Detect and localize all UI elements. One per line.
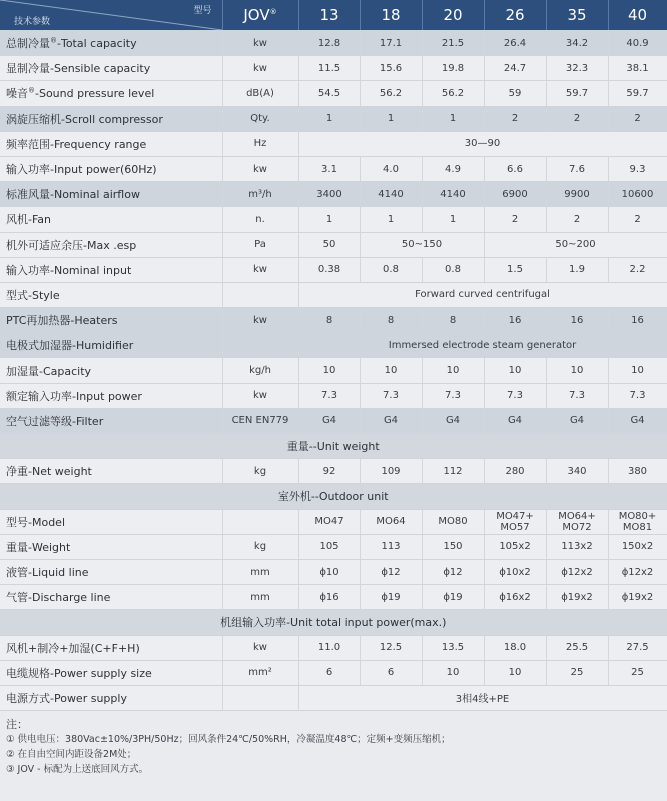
row-filter <box>0 408 667 433</box>
cell-value: 113 <box>360 534 422 559</box>
row-rated-input-power <box>0 383 667 408</box>
row-unit <box>222 685 298 710</box>
cell-value: 16 <box>484 308 546 333</box>
cell-value: 7.3 <box>422 383 484 408</box>
cell-value: 380 <box>608 459 667 484</box>
model-header: 13 <box>298 0 360 31</box>
row-unit: mm <box>222 559 298 584</box>
cell-value: 9900 <box>546 182 608 207</box>
row-unit <box>222 333 298 358</box>
section-outdoor-unit <box>0 484 667 509</box>
model-header: 18 <box>360 0 422 31</box>
cell-value-span: 30—90 <box>298 131 667 156</box>
row-label: 标准风量-Nominal airflow <box>0 182 222 207</box>
header-corner <box>0 0 222 31</box>
cell-value-span: 3相4线+PE <box>298 685 667 710</box>
row-unit: kw <box>222 156 298 181</box>
cell-value: 112 <box>422 459 484 484</box>
row-humidifier <box>0 333 667 358</box>
row-sound-pressure <box>0 81 667 106</box>
cell-value: MO47 <box>298 509 360 534</box>
section-title: 机组输入功率-Unit total input power(max.) <box>0 610 667 635</box>
row-label: 电源方式-Power supply <box>0 685 222 710</box>
cell-value: 7.6 <box>546 156 608 181</box>
cell-value: 113x2 <box>546 534 608 559</box>
series-name: JOV® <box>222 0 298 31</box>
row-ptc-heaters <box>0 308 667 333</box>
cell-value: 25 <box>608 660 667 685</box>
row-scroll-compressor <box>0 106 667 131</box>
cell-value: 10 <box>360 358 422 383</box>
row-unit: mm <box>222 585 298 610</box>
row-outdoor-weight <box>0 534 667 559</box>
header-row <box>0 0 667 31</box>
row-label: 液管-Liquid line <box>0 559 222 584</box>
cell-value: 26.4 <box>484 31 546 56</box>
row-unit <box>222 509 298 534</box>
row-discharge-line <box>0 585 667 610</box>
cell-value: MO47+ MO57 <box>484 509 546 534</box>
cell-value: 105 <box>298 534 360 559</box>
cell-value: 13.5 <box>422 635 484 660</box>
cell-value: 10 <box>484 660 546 685</box>
row-unit: kw <box>222 383 298 408</box>
row-label: 涡旋压缩机-Scroll compressor <box>0 106 222 131</box>
cell-value: 0.8 <box>422 257 484 282</box>
cell-value: MO64+ MO72 <box>546 509 608 534</box>
row-unit <box>222 282 298 307</box>
cell-value: 280 <box>484 459 546 484</box>
row-total-capacity <box>0 31 667 56</box>
row-liquid-line <box>0 559 667 584</box>
cell-value: 24.7 <box>484 56 546 81</box>
cell-value: 15.6 <box>360 56 422 81</box>
row-label: 显制冷量-Sensible capacity <box>0 56 222 81</box>
cell-value: 0.8 <box>360 257 422 282</box>
cell-value: 7.3 <box>298 383 360 408</box>
section-title: 重量--Unit weight <box>0 434 667 459</box>
cell-value: 38.1 <box>608 56 667 81</box>
note-item: ① 供电电压：380Vac±10%/3PH/50Hz；回风条件24℃/50%RH，冷凝温度48℃；定频+变频压缩机； <box>6 734 451 746</box>
cell-value: 16 <box>608 308 667 333</box>
row-unit: kg <box>222 534 298 559</box>
cell-value: 2 <box>608 207 667 232</box>
notes-title: 注： <box>6 718 28 732</box>
cell-value-span: Immersed electrode steam generator <box>298 333 667 358</box>
cell-value: 6 <box>298 660 360 685</box>
row-humidifying-capacity <box>0 358 667 383</box>
row-unit: Pa <box>222 232 298 257</box>
row-unit: kw <box>222 308 298 333</box>
row-unit: CEN EN779 <box>222 408 298 433</box>
cell-value: 10 <box>298 358 360 383</box>
cell-value: 54.5 <box>298 81 360 106</box>
cell-value: G4 <box>360 408 422 433</box>
cell-value: ϕ16 <box>298 585 360 610</box>
row-label: 电缆规格-Power supply size <box>0 660 222 685</box>
row-style <box>0 282 667 307</box>
cell-value: 1 <box>360 207 422 232</box>
row-unit: kg/h <box>222 358 298 383</box>
cell-value: 12.8 <box>298 31 360 56</box>
cell-value: 10 <box>484 358 546 383</box>
row-label: 电极式加湿器-Humidifier <box>0 333 222 358</box>
row-unit: Qty. <box>222 106 298 131</box>
row-label: 风机+制冷+加湿(C+F+H) <box>0 635 222 660</box>
cell-value: 6 <box>360 660 422 685</box>
section-total-input-power <box>0 610 667 635</box>
cell-value: 10 <box>546 358 608 383</box>
row-power-supply-size <box>0 660 667 685</box>
row-label: 加湿量-Capacity <box>0 358 222 383</box>
notes-section <box>0 711 667 777</box>
cell-value: 7.3 <box>360 383 422 408</box>
cell-value: 1 <box>422 106 484 131</box>
cell-value: 2 <box>546 207 608 232</box>
cell-value: 3400 <box>298 182 360 207</box>
cell-value: MO64 <box>360 509 422 534</box>
row-unit: n. <box>222 207 298 232</box>
cell-value: 9.3 <box>608 156 667 181</box>
corner-model-label: 型号 <box>193 6 212 16</box>
cell-value: 50 <box>298 232 360 257</box>
cell-value: 1 <box>422 207 484 232</box>
note-item: ② 在自由空间内距设备2M处； <box>6 749 137 761</box>
cell-value: 19.8 <box>422 56 484 81</box>
cell-value: ϕ12x2 <box>608 559 667 584</box>
row-unit: kg <box>222 459 298 484</box>
row-fan-cooling-humidifying <box>0 635 667 660</box>
row-label: 气管-Discharge line <box>0 585 222 610</box>
row-label: 额定输入功率-Input power <box>0 383 222 408</box>
cell-value: MO80+ MO81 <box>608 509 667 534</box>
cell-value: G4 <box>608 408 667 433</box>
row-sensible-capacity <box>0 56 667 81</box>
row-unit: m³/h <box>222 182 298 207</box>
cell-value: 6900 <box>484 182 546 207</box>
cell-value: G4 <box>422 408 484 433</box>
cell-value: ϕ10x2 <box>484 559 546 584</box>
cell-value: 2 <box>546 106 608 131</box>
cell-value: 10 <box>608 358 667 383</box>
row-label: 重量-Weight <box>0 534 222 559</box>
model-header: 20 <box>422 0 484 31</box>
row-label: 型号-Model <box>0 509 222 534</box>
cell-value: 92 <box>298 459 360 484</box>
cell-value: ϕ12 <box>422 559 484 584</box>
cell-value: ϕ19x2 <box>608 585 667 610</box>
row-label: 频率范围-Frequency range <box>0 131 222 156</box>
cell-value: G4 <box>546 408 608 433</box>
cell-value: 2.2 <box>608 257 667 282</box>
cell-value: 56.2 <box>360 81 422 106</box>
cell-value: ϕ12 <box>360 559 422 584</box>
cell-value: 7.3 <box>546 383 608 408</box>
row-label: 空气过滤等级-Filter <box>0 408 222 433</box>
cell-value: G4 <box>484 408 546 433</box>
cell-value: 16 <box>546 308 608 333</box>
row-unit: kw <box>222 257 298 282</box>
section-unit-weight <box>0 434 667 459</box>
cell-value: 32.3 <box>546 56 608 81</box>
cell-value: 6.6 <box>484 156 546 181</box>
cell-value: 4.9 <box>422 156 484 181</box>
cell-value: 340 <box>546 459 608 484</box>
cell-value: 150 <box>422 534 484 559</box>
cell-value: ϕ19x2 <box>546 585 608 610</box>
note-item: ③ JOV - 标配为上送底回风方式。 <box>6 764 149 776</box>
row-unit: mm² <box>222 660 298 685</box>
cell-value: 7.3 <box>484 383 546 408</box>
row-label: 净重-Net weight <box>0 459 222 484</box>
cell-value: 10 <box>422 358 484 383</box>
cell-value: 4.0 <box>360 156 422 181</box>
row-label: 机外可适应余压-Max .esp <box>0 232 222 257</box>
row-unit: kw <box>222 635 298 660</box>
row-model <box>0 509 667 534</box>
cell-value: MO80 <box>422 509 484 534</box>
cell-value: 150x2 <box>608 534 667 559</box>
row-net-weight <box>0 459 667 484</box>
row-label: 总制冷量®-Total capacity <box>0 31 222 56</box>
cell-value: 59.7 <box>608 81 667 106</box>
cell-value: 8 <box>422 308 484 333</box>
row-input-power <box>0 156 667 181</box>
cell-value: 1 <box>298 106 360 131</box>
cell-value: 1 <box>298 207 360 232</box>
cell-value: 7.3 <box>608 383 667 408</box>
cell-value: 8 <box>298 308 360 333</box>
cell-value: 40.9 <box>608 31 667 56</box>
row-power-supply <box>0 685 667 710</box>
row-frequency-range <box>0 131 667 156</box>
model-header: 26 <box>484 0 546 31</box>
cell-value: 12.5 <box>360 635 422 660</box>
cell-value: 56.2 <box>422 81 484 106</box>
corner-params-label: 技术参数 <box>14 17 51 27</box>
cell-value-span: Forward curved centrifugal <box>298 282 667 307</box>
row-unit: kw <box>222 56 298 81</box>
row-unit: dB(A) <box>222 81 298 106</box>
cell-value: 105x2 <box>484 534 546 559</box>
row-max-esp <box>0 232 667 257</box>
row-label: 风机-Fan <box>0 207 222 232</box>
model-header: 40 <box>608 0 667 31</box>
cell-value: 17.1 <box>360 31 422 56</box>
cell-value: 1.5 <box>484 257 546 282</box>
cell-value: ϕ10 <box>298 559 360 584</box>
cell-value: 25.5 <box>546 635 608 660</box>
row-label: 噪音®-Sound pressure level <box>0 81 222 106</box>
cell-value: ϕ12x2 <box>546 559 608 584</box>
cell-value: 3.1 <box>298 156 360 181</box>
row-unit: kw <box>222 31 298 56</box>
row-label: 型式-Style <box>0 282 222 307</box>
cell-value: 10600 <box>608 182 667 207</box>
cell-value: 1.9 <box>546 257 608 282</box>
cell-value: ϕ19 <box>360 585 422 610</box>
cell-value: 4140 <box>360 182 422 207</box>
cell-value: 59.7 <box>546 81 608 106</box>
cell-value: 1 <box>360 106 422 131</box>
cell-value: 2 <box>608 106 667 131</box>
model-header: 35 <box>546 0 608 31</box>
cell-value: 21.5 <box>422 31 484 56</box>
cell-value: 11.0 <box>298 635 360 660</box>
row-nominal-airflow <box>0 182 667 207</box>
cell-value: 8 <box>360 308 422 333</box>
cell-value: 10 <box>422 660 484 685</box>
cell-value: 11.5 <box>298 56 360 81</box>
row-label: 输入功率-Input power(60Hz) <box>0 156 222 181</box>
cell-value: 0.38 <box>298 257 360 282</box>
cell-value-span: 50~200 <box>484 232 667 257</box>
row-label: 输入功率-Nominal input <box>0 257 222 282</box>
cell-value: ϕ16x2 <box>484 585 546 610</box>
cell-value: 2 <box>484 207 546 232</box>
cell-value: ϕ19 <box>422 585 484 610</box>
row-unit: Hz <box>222 131 298 156</box>
cell-value: 34.2 <box>546 31 608 56</box>
section-title: 室外机--Outdoor unit <box>0 484 667 509</box>
cell-value: 4140 <box>422 182 484 207</box>
cell-value: 27.5 <box>608 635 667 660</box>
cell-value: 109 <box>360 459 422 484</box>
cell-value: 25 <box>546 660 608 685</box>
registered-mark: ® <box>269 8 277 16</box>
cell-value-span: 50~150 <box>360 232 484 257</box>
row-label: PTC再加热器-Heaters <box>0 308 222 333</box>
row-fan <box>0 207 667 232</box>
cell-value: 2 <box>484 106 546 131</box>
cell-value: G4 <box>298 408 360 433</box>
cell-value: 59 <box>484 81 546 106</box>
cell-value: 18.0 <box>484 635 546 660</box>
row-nominal-input <box>0 257 667 282</box>
